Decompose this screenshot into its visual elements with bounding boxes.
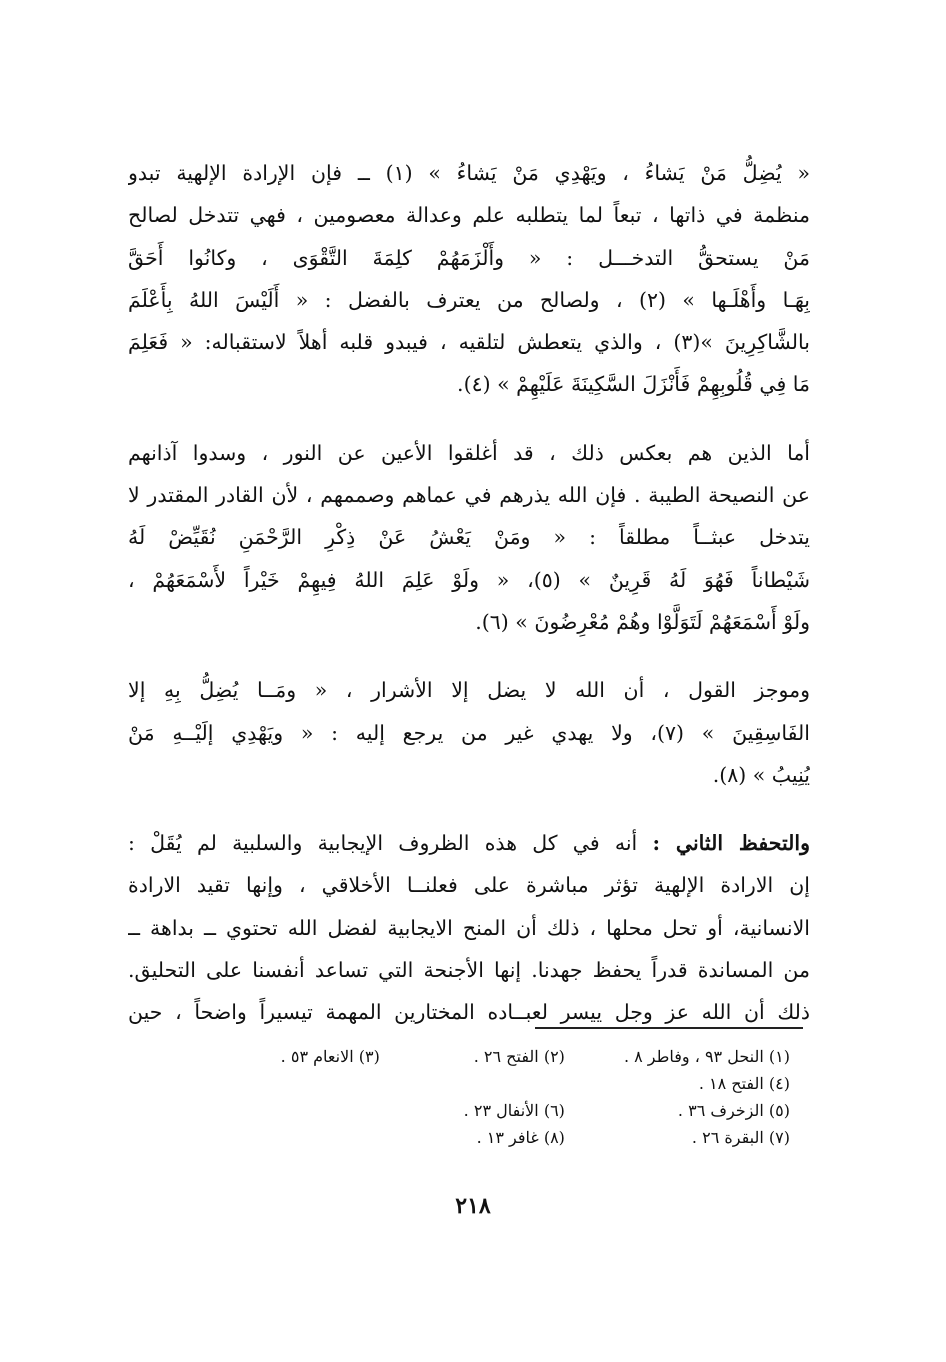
footnote: (٢) الفتح ٢٦ .	[473, 1047, 565, 1066]
text-line: أما الذين هم بعكس ذلك ، قد أغلقوا الأعين عن النور ، وسدوا آذانهم	[128, 440, 810, 465]
main-text	[128, 152, 810, 1060]
text-line: ولَوْ أَسْمَعَهُمْ لَتَوَلَّوْا وهُمْ مُعْرِضُونَ » (٦).	[475, 609, 810, 634]
footnote: (١) النحل ٩٣ ، وفاطر ٨ .	[623, 1047, 790, 1066]
text-line: منظمة في ذاتها ، تبعاً لما يتطلبه علم وعدالة معصومين ، فهي تتدخل لصالح	[128, 203, 810, 228]
text-line: يتدخل عبثــاً مطلقاً : « ومَنْ يَعْشُ عَنْ ذِكْرِ الرَّحْمَنِ نُقَيِّضْ لَهُ	[128, 525, 810, 550]
text-line-rest: أنه في كل هذه الظروف الإيجابية والسلبية لم يُقَلْ :	[128, 831, 638, 856]
text-line: بِهَـا وأَهْلَـها » (٢) ، ولصالح من يعترف بالفضل : « أَلَيْسَ اللهُ بِأَعْلَمَ	[128, 287, 810, 312]
text-line: إن الارادة الإلهية تؤثر مباشرة على فعلنــا الأخلاقي ، وإنها تقيد الارادة	[128, 873, 810, 898]
text-line: شَيْطاناً فَهُوَ لَهُ قَرِينٌ » (٥)، « ولَوْ عَلِمَ اللهُ فِيهِمْ خَيْراً لأَسْمَعَهُمْ ،	[128, 567, 810, 592]
footnote-row	[200, 1043, 790, 1070]
text-line: الانسانية، أو تحل محلها ، ذلك أن المنح الايجابية لفضل الله تحتوي ــ بداهة ــ	[128, 915, 810, 940]
text-line: مَا فِي قُلُوبِهِمْ فَأَنْزَلَ السَّكِينَةَ عَلَيْهِمْ » (٤).	[457, 372, 810, 397]
text-line: الفَاسِقِينَ » (٧)، ولا يهدي غير من يرجع إليه : « ويَهْدِي إلَيْــهِ مَنْ	[128, 720, 810, 745]
text-line: وموجز القول ، أن الله لا يضل إلا الأشرار ، « ومَــا يُضِلُّ بِهِ إلا	[128, 678, 810, 703]
footnote: (٨) غافر ١٣ .	[476, 1128, 565, 1147]
footnote-row	[200, 1124, 790, 1151]
text-line: يُنِيبُ » (٨).	[712, 762, 810, 787]
footnote-separator	[535, 1027, 803, 1029]
footnote-row	[200, 1070, 790, 1097]
footnote: (٧) البقرة ٢٦ .	[691, 1128, 790, 1147]
text-line: عن النصيحة الطيبة . فإن الله يذرهم في عماهم وصممهم ، لأن القادر المقتدر لا	[128, 483, 810, 508]
footnotes	[200, 1043, 790, 1151]
paragraph-2	[128, 432, 810, 643]
paragraph-1	[128, 152, 810, 406]
paragraph-3	[128, 669, 810, 796]
paragraph-4	[128, 822, 810, 1033]
footnote: (٥) الزخرف ٣٦ .	[677, 1101, 790, 1120]
text-line: بالشَّاكِرِينَ »(٣) ، والذي يتعطش لتلقيه ، فيبدو قلبه أهلاً لاستقباله: « فَعَلِمَ	[128, 330, 810, 355]
text-line: من المساندة قدراً يحفظ جهدنا. إنها الأجنحة التي تساعد أنفسنا على التحليق.	[128, 958, 810, 983]
page-number: ٢١٨	[455, 1193, 491, 1219]
text-line: مَنْ يستحقُّ التدخـــل : « وأَلْزَمَهُمْ كلِمَةَ التَّقْوَى ، وكانُوا أَحَقَّ	[128, 245, 810, 270]
footnote: (٦) الأنفال ٢٣ .	[463, 1101, 565, 1120]
text-line: « يُضِلُّ مَنْ يَشاءُ ، ويَهْدِي مَنْ يَشاءُ » (١) ــ فإن الإرادة الإلهية تبدو	[128, 161, 810, 185]
footnote: (٣) الانعام ٥٣ .	[280, 1047, 380, 1066]
text-line	[128, 822, 810, 864]
footnote: (٤) الفتح ١٨ .	[698, 1074, 790, 1093]
text-line: ذلك أن الله عز وجل ييسر لعبــاده المختارين المهمة تيسيراً واضحاً ، حين	[128, 1000, 810, 1025]
footnote-row	[200, 1097, 790, 1124]
run-in-heading: والتحفظ الثاني :	[652, 831, 810, 856]
